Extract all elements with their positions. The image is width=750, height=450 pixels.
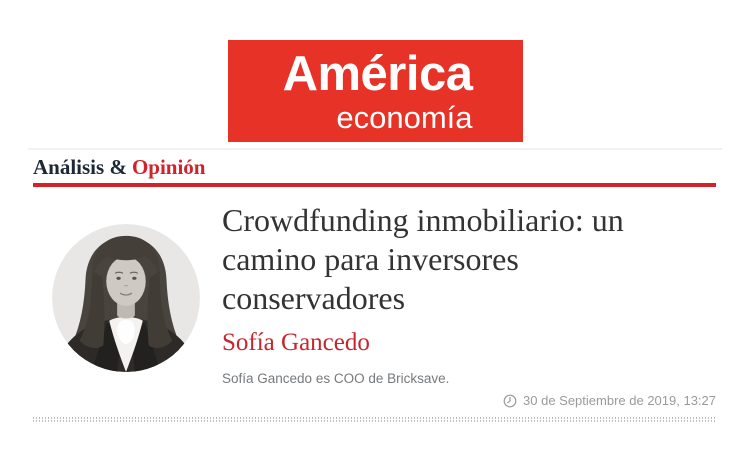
section-label: Análisis & xyxy=(33,155,127,179)
author-name-link[interactable]: Sofía Gancedo xyxy=(222,329,370,356)
section-header xyxy=(33,150,716,187)
logo-line2: economía xyxy=(336,99,473,135)
article-header xyxy=(33,187,716,386)
section-link-analisis-opinion[interactable] xyxy=(33,154,205,180)
publish-meta xyxy=(33,393,716,408)
masthead xyxy=(0,0,750,142)
publish-timestamp: 30 de Septiembre de 2019, 13:27 xyxy=(523,393,716,408)
america-economia-logo[interactable] xyxy=(228,40,523,142)
logo-line1: América xyxy=(282,46,473,101)
author-photo xyxy=(52,224,200,372)
article-info xyxy=(222,187,650,386)
section-label-accent: Opinión xyxy=(131,155,206,179)
article-title: Crowdfunding inmobiliario: un camino para inversores conservadores xyxy=(222,202,624,316)
content-container xyxy=(33,150,716,422)
clock-icon xyxy=(503,394,517,408)
author-bio: Sofía Gancedo es COO de Bricksave. xyxy=(222,371,450,386)
dotted-divider xyxy=(33,417,716,422)
